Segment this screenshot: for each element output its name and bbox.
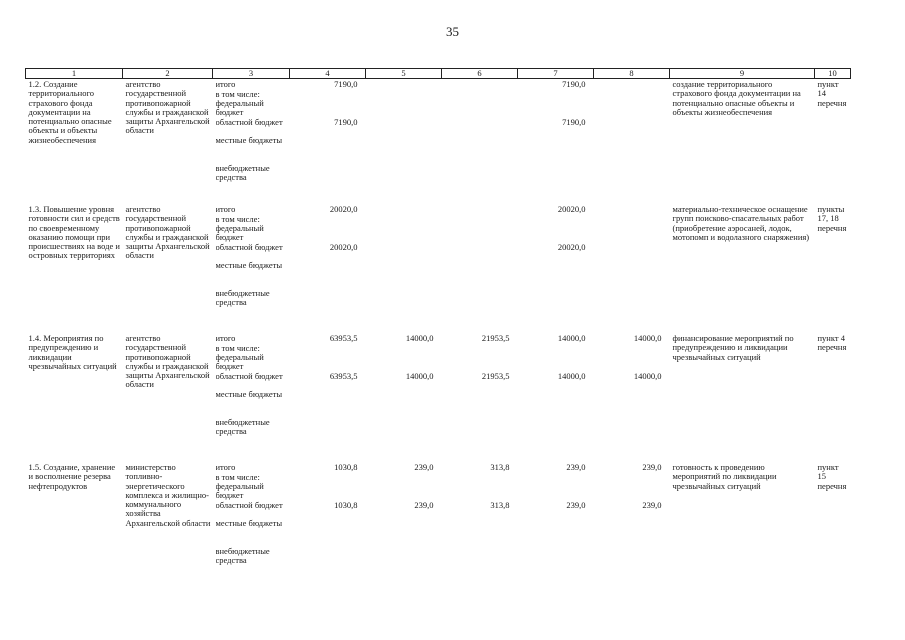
- activity-name: 1.3. Повышение уровня готовности сил и средств по своевременному оказанию помощи при происшествиях на воде и островных территориях: [28, 204, 120, 261]
- label-regional: областной бюджет: [215, 118, 283, 127]
- value-regional: 1030,8: [334, 501, 358, 510]
- activity-name: 1.2. Создание территориального страхового фонда документации на потенциально опасные объекты и объекты жизнеобеспечения: [28, 79, 112, 145]
- cell-col5: [366, 333, 442, 462]
- value-regional: [445, 118, 510, 136]
- value-regional: [445, 243, 510, 261]
- value-regional: 14000,0: [557, 372, 586, 381]
- funding-source-labels: [213, 204, 290, 333]
- label-total: итого: [215, 80, 236, 89]
- cell-col5: [366, 462, 442, 591]
- value-total: 63953,5: [329, 334, 358, 343]
- executor: министерство топливно-энергетического комплекса и жилищно-коммунального хозяйства Архангельской области: [125, 462, 211, 528]
- value-total: [369, 80, 434, 90]
- column-header: 6: [442, 69, 518, 79]
- value-total: 7190,0: [334, 80, 358, 89]
- label-extra: внебюджетные средства: [215, 418, 270, 436]
- label-local: местные бюджеты: [215, 136, 283, 145]
- cell-col8: [594, 79, 670, 205]
- value-regional: 313,8: [490, 501, 510, 510]
- table-row: [26, 462, 851, 591]
- cell-col7: [518, 204, 594, 333]
- label-federal: федеральный бюджет: [215, 353, 264, 372]
- value-regional: 63953,5: [329, 372, 358, 381]
- column-header: 9: [670, 69, 815, 79]
- expected-result: материально-техническое оснащение групп поисково-спасательных работ (приобретение аэросаней, лодок, мотопомп и водолазного снаряжения): [672, 204, 810, 242]
- value-regional: [597, 118, 662, 136]
- cell-col8: [594, 333, 670, 462]
- value-total: 239,0: [414, 463, 434, 472]
- value-total: 20020,0: [557, 205, 586, 214]
- cell-col4: [290, 79, 366, 205]
- value-total: 239,0: [566, 463, 586, 472]
- column-number-row: [26, 69, 851, 79]
- value-total: 21953,5: [481, 334, 510, 343]
- reference: пункт 14 перечня: [817, 79, 847, 108]
- label-incl: в том числе:: [215, 214, 260, 224]
- value-total: 313,8: [490, 463, 510, 472]
- executor: агентство государственной противопожарной службы и гражданской защиты Архангельской области: [125, 79, 210, 136]
- label-local: местные бюджеты: [215, 261, 283, 270]
- value-total: [597, 205, 662, 215]
- label-extra: внебюджетные средства: [215, 547, 270, 565]
- value-regional: [369, 243, 434, 261]
- label-regional: областной бюджет: [215, 243, 283, 252]
- expected-result: готовность к проведению мероприятий по ликвидации чрезвычайных ситуаций: [672, 462, 777, 491]
- value-total: 7190,0: [562, 80, 586, 89]
- value-total: [445, 205, 510, 215]
- funding-source-labels: [213, 79, 290, 205]
- expected-result: создание территориального страхового фонда документации на потенциально опасные объекты и объекты жизнеобеспечения: [672, 79, 801, 117]
- cell-col6: [442, 204, 518, 333]
- column-header: 5: [366, 69, 442, 79]
- cell-col5: [366, 79, 442, 205]
- reference: пункты 17, 18 перечня: [817, 204, 847, 233]
- executor: агентство государственной противопожарной службы и гражданской защиты Архангельской области: [125, 333, 210, 390]
- column-header: 7: [518, 69, 594, 79]
- value-regional: [369, 118, 434, 136]
- value-total: [369, 205, 434, 215]
- column-header: 2: [123, 69, 213, 79]
- expected-result: финансирование мероприятий по предупреждению и ликвидации чрезвычайных ситуаций: [672, 333, 794, 362]
- page-number: 35: [446, 24, 459, 39]
- label-local: местные бюджеты: [215, 390, 283, 399]
- value-regional: 239,0: [414, 501, 434, 510]
- label-incl: в том числе:: [215, 472, 260, 482]
- column-header: 10: [815, 69, 851, 79]
- value-regional: 7190,0: [334, 118, 358, 127]
- label-federal: федеральный бюджет: [215, 482, 264, 501]
- label-total: итого: [215, 205, 236, 214]
- cell-col6: [442, 462, 518, 591]
- cell-col7: [518, 462, 594, 591]
- label-extra: внебюджетные средства: [215, 289, 270, 307]
- cell-col5: [366, 204, 442, 333]
- value-regional: 14000,0: [405, 372, 434, 381]
- value-total: 14000,0: [557, 334, 586, 343]
- cell-col4: [290, 204, 366, 333]
- cell-col7: [518, 79, 594, 205]
- label-regional: областной бюджет: [215, 372, 283, 381]
- program-activities-table: [25, 68, 851, 591]
- value-regional: 14000,0: [633, 372, 662, 381]
- column-header: 8: [594, 69, 670, 79]
- label-total: итого: [215, 463, 236, 472]
- value-total: [597, 80, 662, 90]
- activity-name: 1.4. Мероприятия по предупреждению и ликвидации чрезвычайных ситуаций: [28, 333, 117, 371]
- cell-col8: [594, 462, 670, 591]
- funding-source-labels: [213, 333, 290, 462]
- label-federal: федеральный бюджет: [215, 224, 264, 243]
- table-row: [26, 79, 851, 205]
- label-total: итого: [215, 334, 236, 343]
- column-header: 1: [26, 69, 123, 79]
- cell-col6: [442, 333, 518, 462]
- value-total: 14000,0: [633, 334, 662, 343]
- table-row: [26, 333, 851, 462]
- value-regional: 239,0: [642, 501, 662, 510]
- value-regional: 239,0: [566, 501, 586, 510]
- value-regional: 20020,0: [329, 243, 358, 252]
- label-incl: в том числе:: [215, 343, 260, 353]
- value-total: [445, 80, 510, 90]
- label-local: местные бюджеты: [215, 519, 283, 528]
- value-regional: [597, 243, 662, 261]
- reference: пункт 4 перечня: [817, 333, 847, 353]
- value-total: 14000,0: [405, 334, 434, 343]
- value-regional: 21953,5: [481, 372, 510, 381]
- value-total: 1030,8: [334, 463, 358, 472]
- cell-col8: [594, 204, 670, 333]
- column-header: 4: [290, 69, 366, 79]
- cell-col4: [290, 333, 366, 462]
- funding-source-labels: [213, 462, 290, 591]
- column-header: 3: [213, 69, 290, 79]
- reference: пункт 15 перечня: [817, 462, 847, 491]
- label-regional: областной бюджет: [215, 501, 283, 510]
- table-row: [26, 204, 851, 333]
- value-total: 239,0: [642, 463, 662, 472]
- value-regional: 20020,0: [557, 243, 586, 252]
- cell-col6: [442, 79, 518, 205]
- cell-col4: [290, 462, 366, 591]
- activity-name: 1.5. Создание, хранение и восполнение резерва нефтепродуктов: [28, 462, 116, 491]
- label-incl: в том числе:: [215, 89, 260, 99]
- label-extra: внебюджетные средства: [215, 164, 270, 182]
- label-federal: федеральный бюджет: [215, 99, 264, 118]
- value-total: 20020,0: [329, 205, 358, 214]
- executor: агентство государственной противопожарной службы и гражданской защиты Архангельской области: [125, 204, 210, 261]
- value-regional: 7190,0: [562, 118, 586, 127]
- cell-col7: [518, 333, 594, 462]
